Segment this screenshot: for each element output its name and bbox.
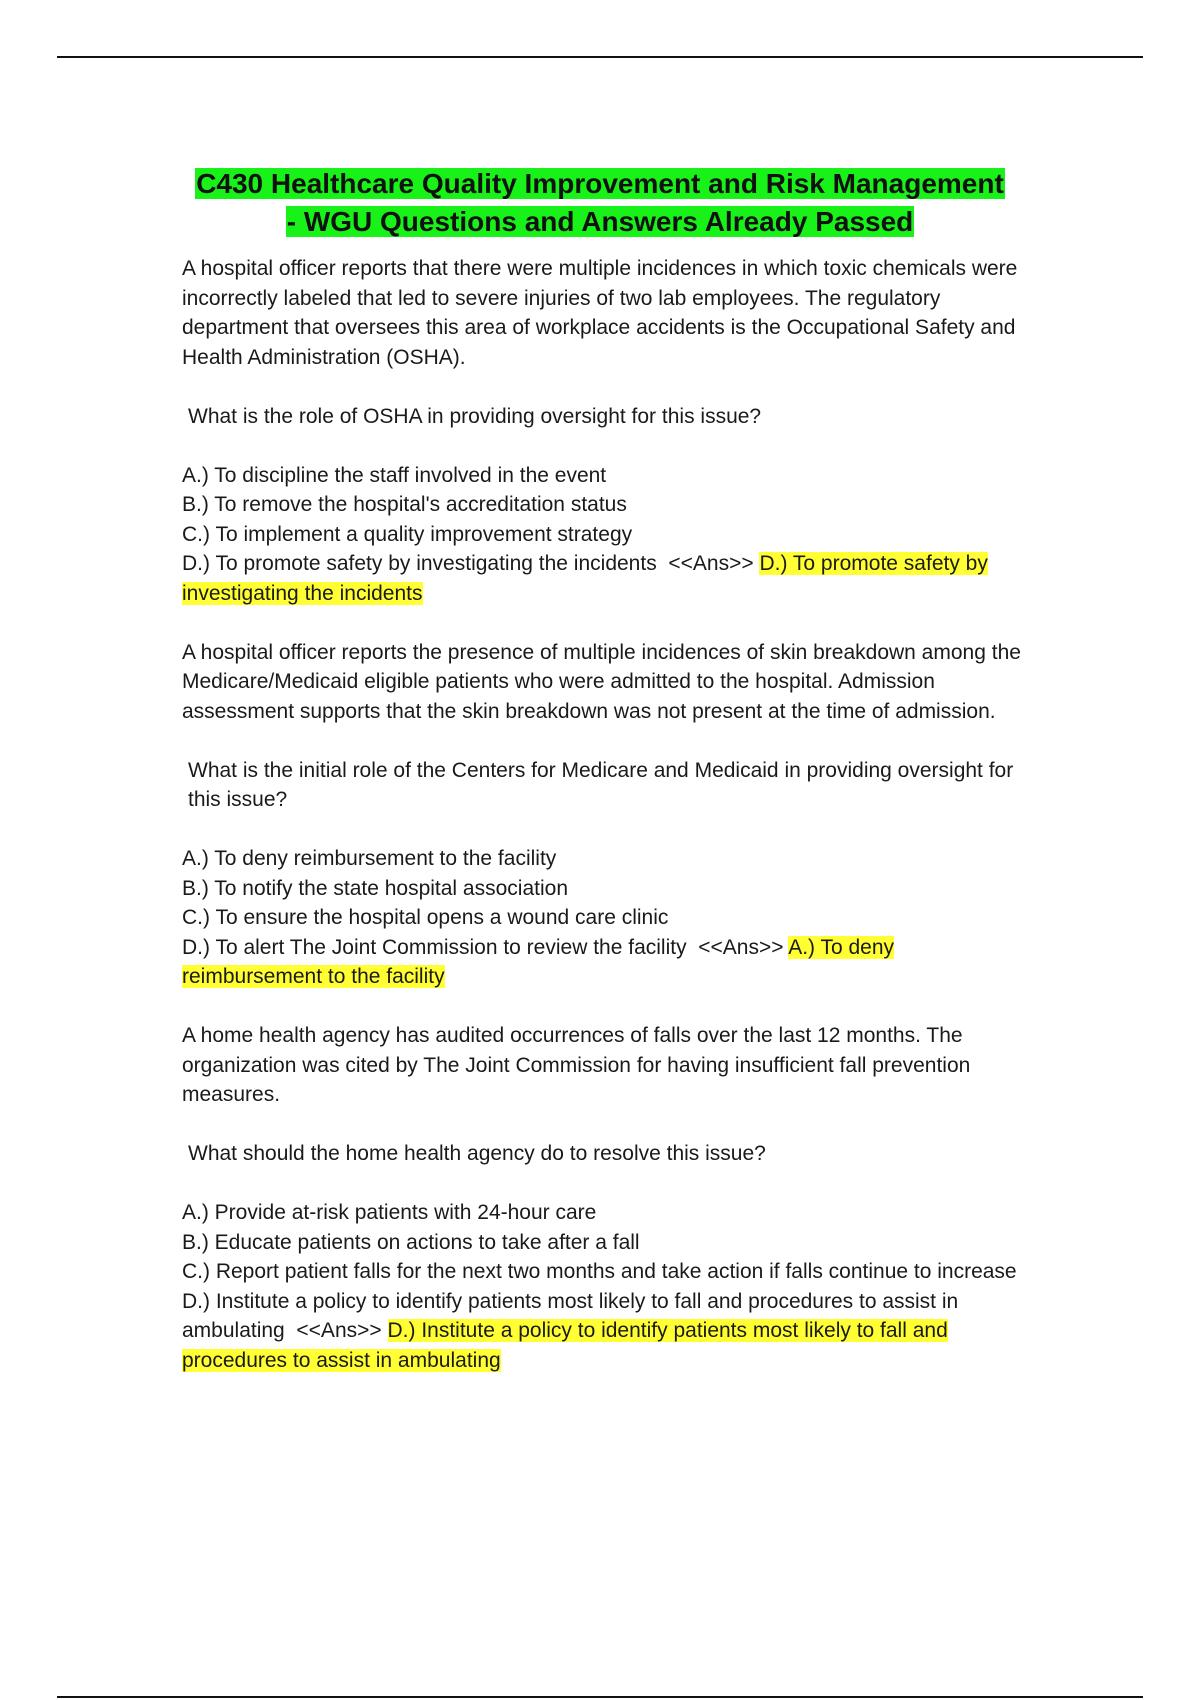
- q2-scenario: A hospital officer reports the presence of multiple incidences of skin breakdown among the Medicare/Medicaid eligible patients who were admitted to the hospital. Admission assessment supports that the skin breakdown was not present at the time of admission.: [182, 640, 1021, 723]
- title-line-2: - WGU Questions and Answers Already Passed: [286, 205, 914, 237]
- q3-option-d: D.) Institute a policy to identify patients most likely to fall and procedures to assist in ambulating: [182, 1289, 959, 1342]
- q3-option-a: A.) Provide at-risk patients with 24-hour care: [182, 1201, 597, 1224]
- q1-answer: D.) To promote safety by investigating the incidents: [182, 552, 988, 605]
- q1-option-b: B.) To remove the hospital's accreditation status: [182, 493, 627, 516]
- q1-option-a: A.) To discipline the staff involved in the event: [182, 463, 607, 487]
- q3-option-b: B.) Educate patients on actions to take after a fall: [182, 1230, 640, 1254]
- q1-scenario: A hospital officer reports that there were multiple incidences in which toxic chemicals were incorrectly labeled that led to severe injuries of two lab employees. The regulatory department that oversees this area of workplace accidents is the Occupational Safety and Health Administration (OSHA).: [182, 257, 1018, 369]
- q2-option-d: D.) To alert The Joint Commission to review the facility: [182, 935, 687, 959]
- q3-answer: D.) Institute a policy to identify patients most likely to fall and procedures to assist in ambulating: [182, 1319, 948, 1372]
- title-line-1: C430 Healthcare Quality Improvement and Risk Management: [196, 167, 1004, 199]
- q2-option-b: B.) To notify the state hospital association: [182, 876, 568, 900]
- q2-option-d-line: [182, 933, 1022, 992]
- q2-ans-marker: <<Ans>>: [698, 935, 784, 959]
- q3-ans-marker: <<Ans>>: [296, 1319, 382, 1342]
- document-body: [182, 254, 1022, 1375]
- q3-scenario: A home health agency has audited occurrences of falls over the last 12 months. The organization was cited by The Joint Commission for having insufficient fall prevention measures.: [182, 1024, 971, 1106]
- q1-ans-marker: <<Ans>>: [668, 552, 754, 575]
- q2-option-c: C.) To ensure the hospital opens a wound care clinic: [182, 906, 669, 929]
- footer-rule: [57, 1696, 1143, 1698]
- q3-option-c: C.) Report patient falls for the next two months and take action if falls continue to increase: [182, 1260, 1017, 1283]
- q1-option-c: C.) To implement a quality improvement strategy: [182, 522, 633, 546]
- q3-question: What should the home health agency do to resolve this issue?: [188, 1142, 766, 1165]
- header-rule: [57, 56, 1143, 58]
- q3-option-d-line: [182, 1287, 1022, 1376]
- q2-answer: A.) To deny reimbursement to the facility: [182, 935, 895, 988]
- q2-question: What is the initial role of the Centers for Medicare and Medicaid in providing oversight for this issue?: [188, 758, 1014, 811]
- q2-option-a: A.) To deny reimbursement to the facility: [182, 847, 557, 870]
- q1-question: What is the role of OSHA in providing oversight for this issue?: [188, 404, 762, 428]
- q1-option-d: D.) To promote safety by investigating the incidents: [182, 552, 657, 575]
- document-title: [100, 165, 1100, 241]
- q1-option-d-line: [182, 549, 1022, 608]
